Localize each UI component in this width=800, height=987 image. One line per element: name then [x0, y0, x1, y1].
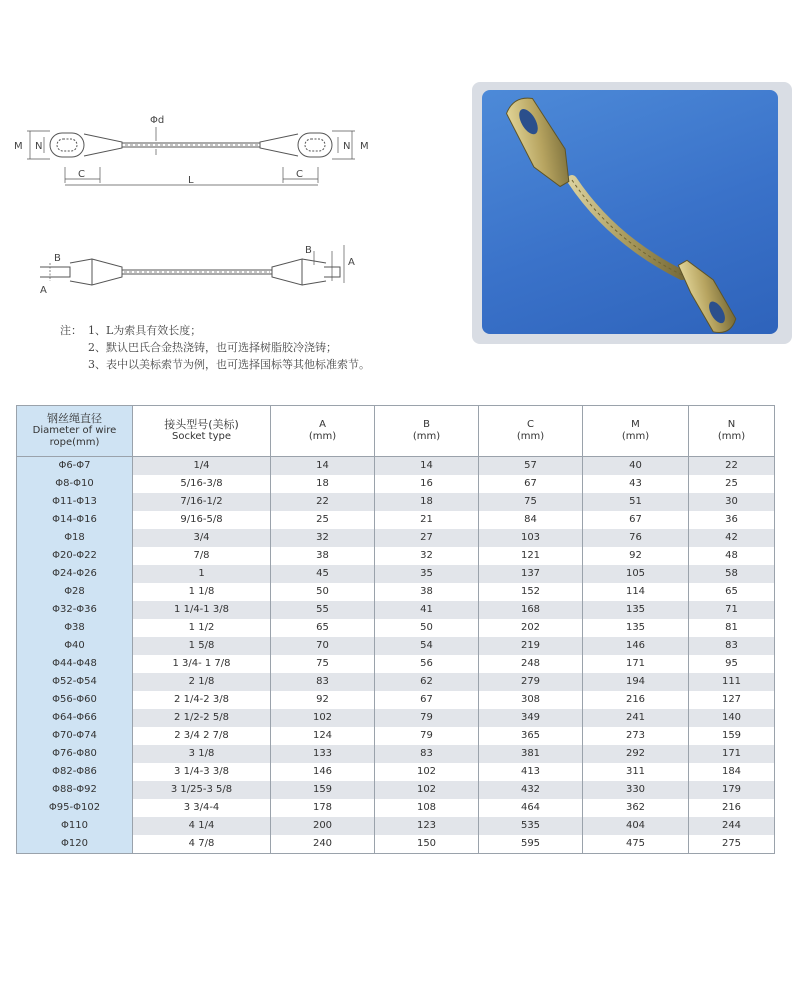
cell-n: 216	[689, 799, 775, 817]
note-line-3	[60, 356, 370, 373]
cell-n: 42	[689, 529, 775, 547]
cell-socket-type: 1 1/8	[133, 583, 271, 601]
table-row	[17, 655, 775, 673]
cell-b: 35	[375, 565, 479, 583]
cell-socket-type: 4 1/4	[133, 817, 271, 835]
cell-b: 83	[375, 745, 479, 763]
cell-a: 18	[271, 475, 375, 493]
cell-c: 84	[479, 511, 583, 529]
cell-m: 76	[583, 529, 689, 547]
cell-a: 38	[271, 547, 375, 565]
cell-socket-type: 2 3/4 2 7/8	[133, 727, 271, 745]
product-photo	[482, 90, 778, 334]
cell-m: 40	[583, 457, 689, 476]
cell-c: 67	[479, 475, 583, 493]
spec-table	[16, 405, 775, 854]
cell-n: 83	[689, 637, 775, 655]
cell-socket-type: 9/16-5/8	[133, 511, 271, 529]
cell-a: 124	[271, 727, 375, 745]
cell-a: 240	[271, 835, 375, 854]
label-diameter: Φd	[150, 115, 165, 126]
cell-b: 16	[375, 475, 479, 493]
cell-c: 248	[479, 655, 583, 673]
table-row	[17, 493, 775, 511]
note-item: 2、默认巴氏合金热浇铸，也可选择树脂胶冷浇铸；	[88, 341, 337, 354]
cell-n: 48	[689, 547, 775, 565]
cell-b: 67	[375, 691, 479, 709]
label-n-left: N	[35, 141, 43, 152]
table-row	[17, 457, 775, 476]
header-n: N (mm)	[689, 406, 775, 457]
cell-socket-type: 2 1/4-2 3/8	[133, 691, 271, 709]
right-socket-body	[260, 134, 298, 156]
cell-c: 57	[479, 457, 583, 476]
cell-b: 102	[375, 781, 479, 799]
notes	[60, 322, 370, 373]
cell-m: 51	[583, 493, 689, 511]
cell-n: 140	[689, 709, 775, 727]
cell-b: 38	[375, 583, 479, 601]
cell-n: 25	[689, 475, 775, 493]
cell-diameter: Φ28	[17, 583, 133, 601]
table-row	[17, 583, 775, 601]
label-l: L	[188, 175, 194, 186]
cell-socket-type: 4 7/8	[133, 835, 271, 854]
cell-diameter: Φ56-Φ60	[17, 691, 133, 709]
cell-diameter: Φ76-Φ80	[17, 745, 133, 763]
cell-c: 308	[479, 691, 583, 709]
cell-a: 22	[271, 493, 375, 511]
cell-a: 50	[271, 583, 375, 601]
cell-b: 50	[375, 619, 479, 637]
table-row	[17, 565, 775, 583]
cell-c: 279	[479, 673, 583, 691]
cell-n: 127	[689, 691, 775, 709]
cell-b: 27	[375, 529, 479, 547]
table-row	[17, 691, 775, 709]
right-socket-eye	[298, 133, 332, 157]
cell-socket-type: 3/4	[133, 529, 271, 547]
cell-c: 152	[479, 583, 583, 601]
cell-a: 75	[271, 655, 375, 673]
cell-b: 79	[375, 727, 479, 745]
cell-a: 32	[271, 529, 375, 547]
cell-b: 21	[375, 511, 479, 529]
side-view-drawing	[40, 245, 344, 285]
cell-n: 81	[689, 619, 775, 637]
table-row	[17, 673, 775, 691]
label-a-right: A	[348, 257, 355, 268]
label-b-left: B	[54, 253, 61, 264]
cell-c: 349	[479, 709, 583, 727]
cell-diameter: Φ40	[17, 637, 133, 655]
cell-diameter: Φ64-Φ66	[17, 709, 133, 727]
cell-diameter: Φ44-Φ48	[17, 655, 133, 673]
cell-c: 121	[479, 547, 583, 565]
cell-n: 159	[689, 727, 775, 745]
cell-m: 43	[583, 475, 689, 493]
cell-n: 275	[689, 835, 775, 854]
cell-a: 178	[271, 799, 375, 817]
table-row	[17, 709, 775, 727]
cell-b: 54	[375, 637, 479, 655]
cell-c: 75	[479, 493, 583, 511]
table-header-row	[17, 406, 775, 457]
cell-a: 92	[271, 691, 375, 709]
cell-c: 168	[479, 601, 583, 619]
table-row	[17, 799, 775, 817]
cell-diameter: Φ88-Φ92	[17, 781, 133, 799]
technical-drawings	[10, 105, 390, 305]
cell-a: 102	[271, 709, 375, 727]
cell-socket-type: 1/4	[133, 457, 271, 476]
cell-m: 92	[583, 547, 689, 565]
cell-diameter: Φ95-Φ102	[17, 799, 133, 817]
cell-c: 464	[479, 799, 583, 817]
product-photo-frame	[472, 82, 792, 344]
cell-n: 58	[689, 565, 775, 583]
cell-socket-type: 3 1/25-3 5/8	[133, 781, 271, 799]
cell-m: 114	[583, 583, 689, 601]
cell-socket-type: 5/16-3/8	[133, 475, 271, 493]
cell-n: 95	[689, 655, 775, 673]
cell-a: 133	[271, 745, 375, 763]
left-socket-eye	[50, 133, 84, 157]
cell-socket-type: 3 1/8	[133, 745, 271, 763]
notes-prefix: 注：	[60, 324, 82, 337]
table-row	[17, 727, 775, 745]
header-a: A (mm)	[271, 406, 375, 457]
cell-a: 45	[271, 565, 375, 583]
label-c-left: C	[78, 169, 85, 180]
cell-b: 108	[375, 799, 479, 817]
cell-a: 70	[271, 637, 375, 655]
cell-socket-type: 2 1/2-2 5/8	[133, 709, 271, 727]
cell-a: 55	[271, 601, 375, 619]
table-row	[17, 529, 775, 547]
note-item: 3、表中以美标索节为例，也可选择国标等其他标准索节。	[88, 358, 370, 371]
cell-a: 146	[271, 763, 375, 781]
cell-a: 65	[271, 619, 375, 637]
cell-socket-type: 1 1/4-1 3/8	[133, 601, 271, 619]
cell-diameter: Φ70-Φ74	[17, 727, 133, 745]
left-side-socket	[92, 259, 122, 285]
note-item: 1、L为索具有效长度；	[88, 324, 202, 337]
note-line-1	[60, 322, 370, 339]
cell-n: 244	[689, 817, 775, 835]
label-b-right: B	[305, 245, 312, 256]
table-row	[17, 601, 775, 619]
table-row	[17, 781, 775, 799]
cell-diameter: Φ18	[17, 529, 133, 547]
cell-c: 381	[479, 745, 583, 763]
cell-n: 30	[689, 493, 775, 511]
cell-socket-type: 3 1/4-3 3/8	[133, 763, 271, 781]
cell-c: 202	[479, 619, 583, 637]
cell-socket-type: 3 3/4-4	[133, 799, 271, 817]
cell-b: 32	[375, 547, 479, 565]
cell-c: 432	[479, 781, 583, 799]
cell-m: 273	[583, 727, 689, 745]
label-c-right: C	[296, 169, 303, 180]
cell-m: 292	[583, 745, 689, 763]
cell-m: 194	[583, 673, 689, 691]
cell-a: 14	[271, 457, 375, 476]
header-socket-type: 接头型号(美标) Socket type	[133, 406, 271, 457]
cell-a: 25	[271, 511, 375, 529]
cell-c: 413	[479, 763, 583, 781]
cell-socket-type: 2 1/8	[133, 673, 271, 691]
cell-n: 65	[689, 583, 775, 601]
cell-m: 216	[583, 691, 689, 709]
cell-diameter: Φ120	[17, 835, 133, 854]
cell-socket-type: 1	[133, 565, 271, 583]
cell-c: 219	[479, 637, 583, 655]
cell-diameter: Φ38	[17, 619, 133, 637]
cell-socket-type: 1 5/8	[133, 637, 271, 655]
label-n-right: N	[343, 141, 351, 152]
cell-diameter: Φ11-Φ13	[17, 493, 133, 511]
table-row	[17, 817, 775, 835]
table-row	[17, 637, 775, 655]
header-b: B (mm)	[375, 406, 479, 457]
cell-diameter: Φ52-Φ54	[17, 673, 133, 691]
cell-diameter: Φ32-Φ36	[17, 601, 133, 619]
cell-b: 14	[375, 457, 479, 476]
header-c: C (mm)	[479, 406, 583, 457]
table-row	[17, 763, 775, 781]
cell-n: 184	[689, 763, 775, 781]
cell-socket-type: 7/16-1/2	[133, 493, 271, 511]
header-diameter: 钢丝绳直径 Diameter of wire rope(mm)	[17, 406, 133, 457]
cell-c: 595	[479, 835, 583, 854]
cell-m: 67	[583, 511, 689, 529]
cell-m: 311	[583, 763, 689, 781]
table-row	[17, 835, 775, 854]
cell-diameter: Φ6-Φ7	[17, 457, 133, 476]
rope-socket-illustration	[482, 90, 778, 334]
cell-b: 56	[375, 655, 479, 673]
cell-diameter: Φ82-Φ86	[17, 763, 133, 781]
cell-n: 36	[689, 511, 775, 529]
table-row	[17, 511, 775, 529]
table-row	[17, 475, 775, 493]
cell-m: 475	[583, 835, 689, 854]
table-body	[17, 457, 775, 854]
left-socket-body	[84, 134, 122, 156]
cell-m: 105	[583, 565, 689, 583]
cell-m: 241	[583, 709, 689, 727]
cell-diameter: Φ110	[17, 817, 133, 835]
cell-m: 330	[583, 781, 689, 799]
cell-a: 200	[271, 817, 375, 835]
cell-a: 83	[271, 673, 375, 691]
cell-b: 102	[375, 763, 479, 781]
cell-n: 111	[689, 673, 775, 691]
cell-m: 135	[583, 601, 689, 619]
label-m-right: M	[360, 141, 369, 152]
cell-diameter: Φ24-Φ26	[17, 565, 133, 583]
cell-b: 123	[375, 817, 479, 835]
header-m: M (mm)	[583, 406, 689, 457]
cell-socket-type: 1 3/4- 1 7/8	[133, 655, 271, 673]
cell-b: 18	[375, 493, 479, 511]
cell-b: 41	[375, 601, 479, 619]
cell-n: 179	[689, 781, 775, 799]
right-side-socket	[272, 259, 302, 285]
label-a-left: A	[40, 285, 47, 296]
cell-b: 62	[375, 673, 479, 691]
cell-m: 171	[583, 655, 689, 673]
cell-b: 150	[375, 835, 479, 854]
table-row	[17, 745, 775, 763]
cell-b: 79	[375, 709, 479, 727]
cell-c: 137	[479, 565, 583, 583]
cell-c: 103	[479, 529, 583, 547]
cell-n: 22	[689, 457, 775, 476]
label-m-left: M	[14, 141, 23, 152]
cell-diameter: Φ14-Φ16	[17, 511, 133, 529]
cell-n: 171	[689, 745, 775, 763]
cell-c: 365	[479, 727, 583, 745]
cell-diameter: Φ20-Φ22	[17, 547, 133, 565]
cell-c: 535	[479, 817, 583, 835]
cell-diameter: Φ8-Φ10	[17, 475, 133, 493]
cell-n: 71	[689, 601, 775, 619]
cell-a: 159	[271, 781, 375, 799]
table-row	[17, 619, 775, 637]
table-row	[17, 547, 775, 565]
note-line-2	[60, 339, 370, 356]
cell-socket-type: 7/8	[133, 547, 271, 565]
cell-m: 146	[583, 637, 689, 655]
cell-m: 362	[583, 799, 689, 817]
cell-m: 135	[583, 619, 689, 637]
cell-socket-type: 1 1/2	[133, 619, 271, 637]
cell-m: 404	[583, 817, 689, 835]
